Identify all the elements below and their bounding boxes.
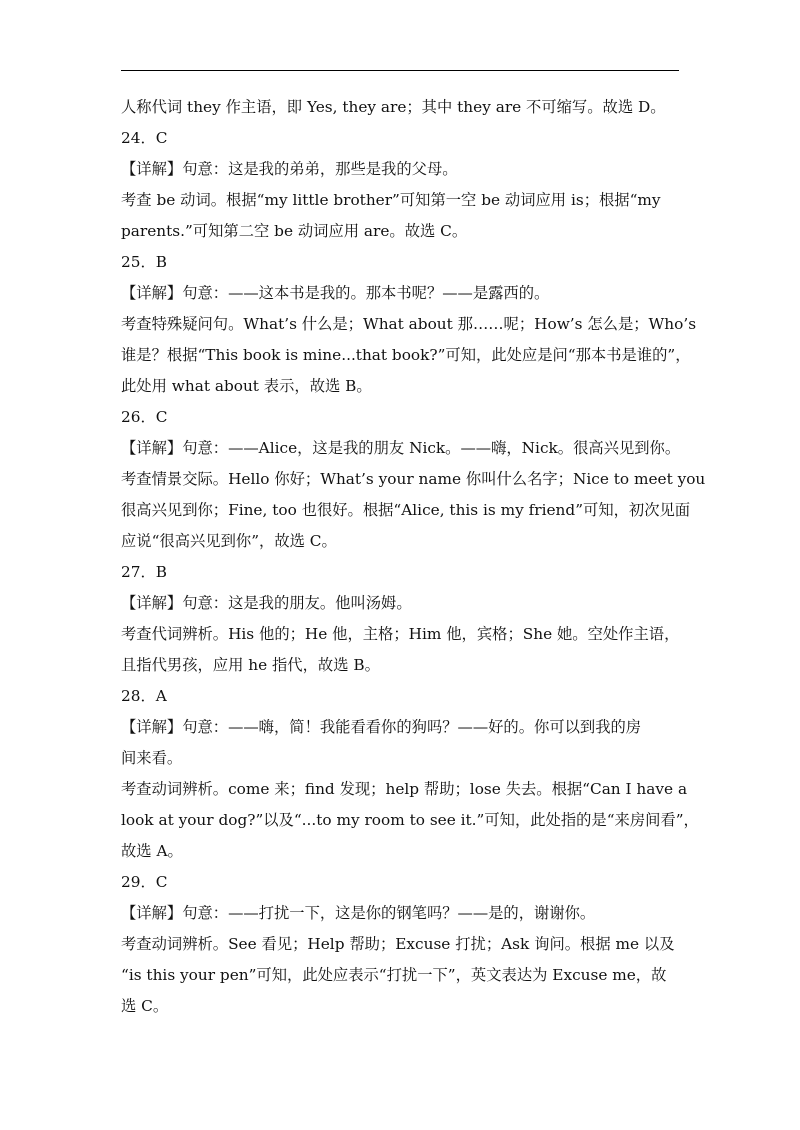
text-line: 考查情景交际。Hello 你好；What’s your name 你叫什么名字；Nice to meet you (121, 470, 706, 488)
text-line: 考查动词辨析。come 来；find 发现；help 帮助；lose 失去。根据“Can I have a (121, 780, 688, 798)
header-rule (121, 70, 679, 71)
text-line: 考查 be 动词。根据“my little brother”可知第一空 be 动词应用 is；根据“my (121, 191, 661, 209)
answer-number: 25．B (121, 253, 168, 271)
answer-number: 24．C (121, 129, 168, 147)
text-line: 人称代词 they 作主语，即 Yes, they are；其中 they are 不可缩写。故选 D。 (121, 98, 666, 116)
text-line: “is this your pen”可知，此处应表示“打扰一下”，英文表达为 Excuse me，故 (121, 966, 667, 984)
text-line: 【详解】句意：——这本书是我的。那本书呢？——是露西的。 (121, 284, 550, 302)
text-line: 【详解】句意：这是我的朋友。他叫汤姆。 (121, 594, 412, 612)
text-line: 谁是？根据“This book is mine...that book?”可知，此处应是问“那本书是谁的”， (121, 346, 691, 364)
text-line: 考查代词辨析。His 他的；He 他，主格；Him 他，宾格；She 她。空处作主语， (121, 625, 680, 643)
text-line: 【详解】句意：——嗨，简！我能看看你的狗吗？——好的。你可以到我的房 (121, 718, 642, 736)
text-line: 选 C。 (121, 997, 169, 1015)
text-line: 应说“很高兴见到你”，故选 C。 (121, 532, 337, 550)
answer-number: 29．C (121, 873, 168, 891)
text-line: 【详解】句意：——打扰一下，这是你的钢笔吗？——是的，谢谢你。 (121, 904, 596, 922)
text-line: 故选 A。 (121, 842, 183, 860)
text-line: 考查特殊疑问句。What’s 什么是；What about 那……呢；How’s 怎么是；Who’s (121, 315, 697, 333)
text-line: 此处用 what about 表示，故选 B。 (121, 377, 372, 395)
text-line: look at your dog?”以及“...to my room to see it.”可知，此处指的是“来房间看”， (121, 811, 699, 829)
answer-number: 27．B (121, 563, 168, 581)
answer-text-block (121, 92, 706, 1022)
text-line: 很高兴见到你；Fine, too 也很好。根据“Alice, this is my friend”可知，初次见面 (121, 501, 691, 519)
answer-number: 26．C (121, 408, 168, 426)
answer-number: 28．A (121, 687, 167, 705)
text-line: 间来看。 (121, 749, 183, 767)
text-line: 且指代男孩，应用 he 指代，故选 B。 (121, 656, 380, 674)
text-line: 【详解】句意：——Alice，这是我的朋友 Nick。——嗨，Nick。很高兴见到你。 (121, 439, 681, 457)
text-line: parents.”可知第二空 be 动词应用 are。故选 C。 (121, 222, 468, 240)
text-line: 【详解】句意：这是我的弟弟，那些是我的父母。 (121, 160, 458, 178)
text-line: 考查动词辨析。See 看见；Help 帮助；Excuse 打扰；Ask 询问。根据 me 以及 (121, 935, 675, 953)
